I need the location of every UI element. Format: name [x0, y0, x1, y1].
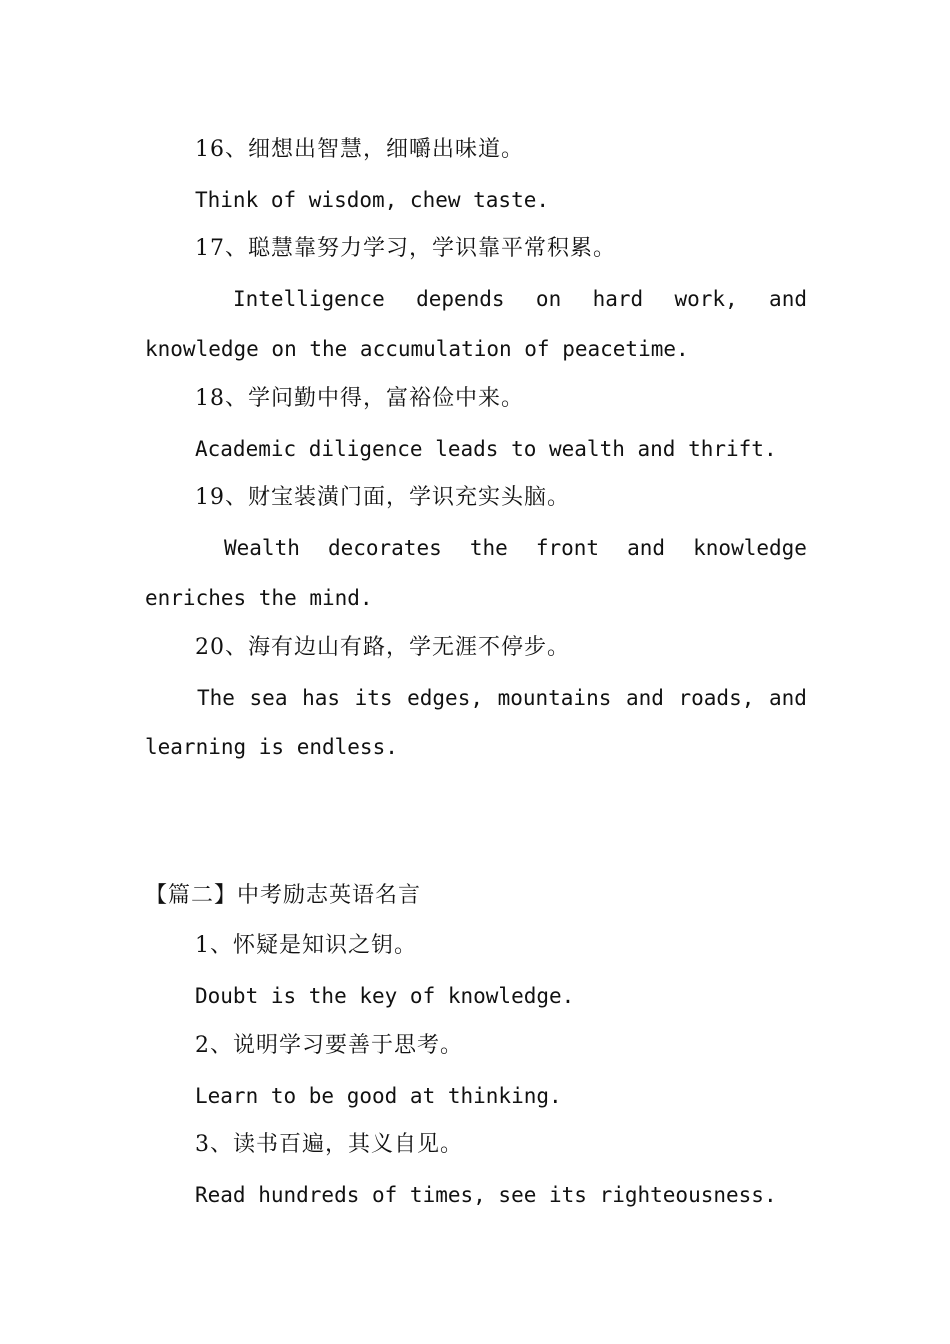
word: has: [302, 686, 340, 710]
quote-19-english-line1: [145, 526, 807, 570]
quote-17-english-line1: [145, 277, 807, 321]
quote-3-english: Read hundreds of times, see its righteousness.: [195, 1183, 777, 1207]
word: knowledge: [693, 536, 807, 560]
quote-20-chinese: 20、海有边山有路，学无涯不停步。: [195, 635, 570, 660]
quote-2-english: Learn to be good at thinking.: [195, 1084, 562, 1108]
quote-3-chinese: 3、读书百遍，其义自见。: [195, 1132, 463, 1157]
quote-2-chinese: 2、说明学习要善于思考。: [195, 1033, 463, 1058]
quote-20-english-line1: [145, 676, 807, 720]
word: depends: [416, 287, 505, 311]
word: and: [625, 686, 664, 710]
word: and: [627, 536, 666, 560]
word: hard: [592, 287, 644, 311]
word: Wealth: [224, 536, 300, 560]
word: The: [197, 686, 235, 710]
word: front: [535, 536, 600, 560]
quote-20-english-line2: learning is endless.: [145, 735, 398, 759]
quote-18-chinese: 18、学问勤中得，富裕俭中来。: [195, 386, 524, 411]
quote-16-english: Think of wisdom, chew taste.: [195, 188, 550, 212]
quote-1-chinese: 1、怀疑是知识之钥。: [195, 933, 417, 958]
quote-19-chinese: 19、财宝装潢门面，学识充实头脑。: [195, 485, 570, 510]
quote-17-english-line2: knowledge on the accumulation of peacetime.: [145, 337, 689, 361]
word: decorates: [327, 536, 442, 560]
word: and: [768, 686, 807, 710]
word: roads,: [678, 686, 755, 710]
word: on: [535, 287, 562, 311]
quote-18-english: Academic diligence leads to wealth and thrift.: [195, 437, 777, 461]
word: sea: [249, 686, 288, 710]
quote-17-chinese: 17、聪慧靠努力学习，学识靠平常积累。: [195, 236, 616, 261]
quote-1-english: Doubt is the key of knowledge.: [195, 984, 575, 1008]
word: Intelligence: [233, 287, 385, 311]
word: work,: [674, 287, 738, 311]
quote-19-english-line2: enriches the mind.: [145, 586, 373, 610]
word: its: [354, 686, 393, 710]
word: the: [469, 536, 508, 560]
word: edges,: [407, 686, 483, 710]
word: and: [769, 287, 807, 311]
section-heading: 【篇二】中考励志英语名言: [145, 883, 422, 908]
quote-16-chinese: 16、细想出智慧，细嚼出味道。: [195, 137, 524, 162]
word: mountains: [497, 686, 612, 710]
